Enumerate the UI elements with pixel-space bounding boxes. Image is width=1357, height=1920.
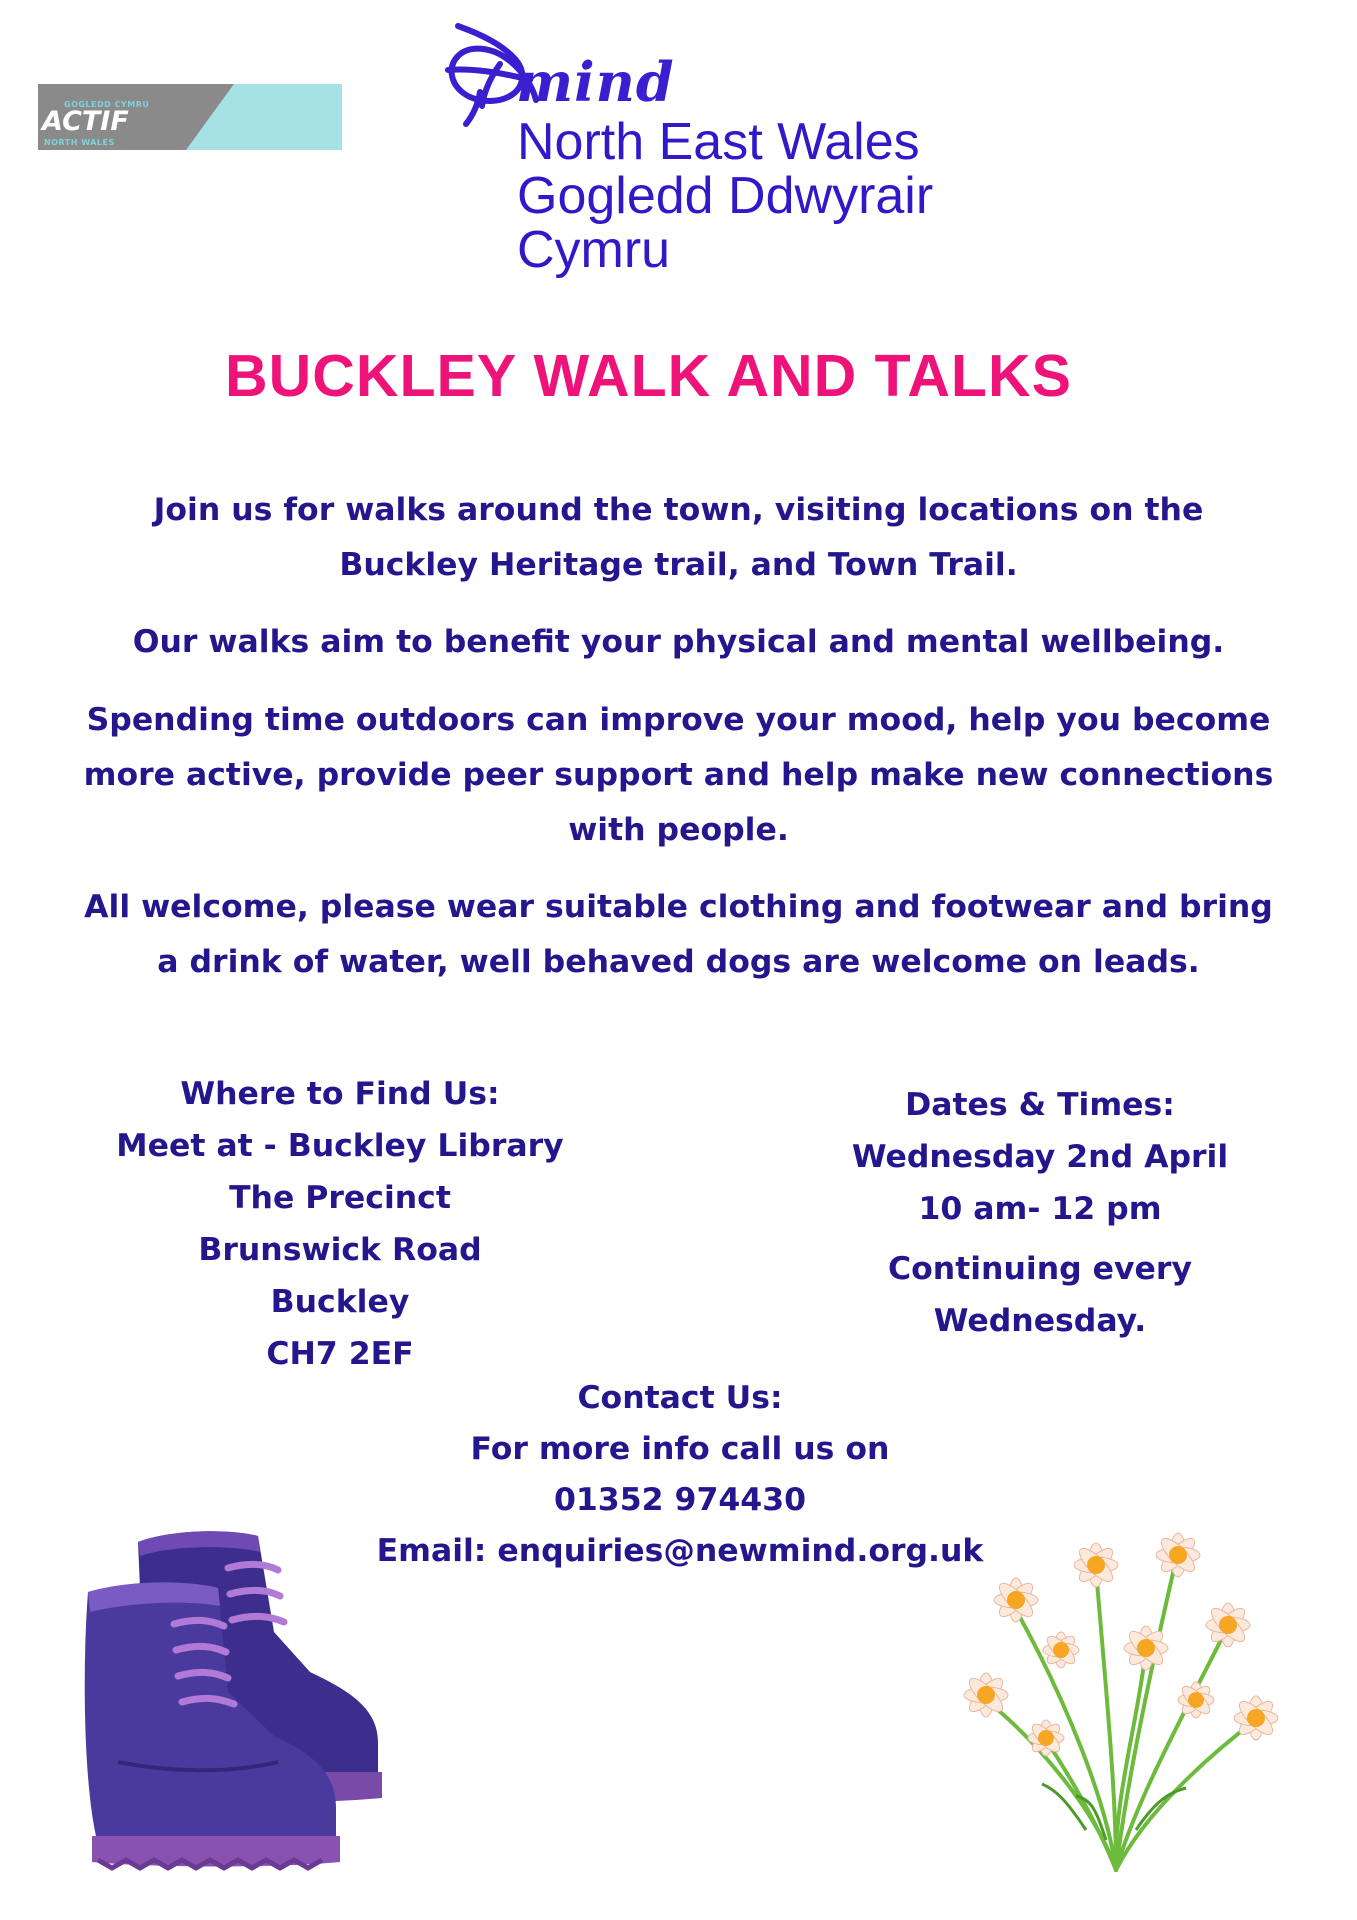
mind-logo [440, 22, 960, 282]
schedule-date: Wednesday 2nd April [851, 1139, 1229, 1175]
postcode: CH7 2EF [266, 1336, 414, 1372]
contact-block [340, 1373, 1020, 1577]
welcome-line-2: a drink of water, well behaved dogs are welcome on leads. [157, 944, 1200, 980]
actif-bottom-text: NORTH WALES [44, 138, 115, 147]
schedule-time: 10 am- 12 pm [918, 1191, 1162, 1227]
contact-heading: Contact Us: [577, 1380, 783, 1416]
welcome-line-1: All welcome, please wear suitable clothing and footwear and bring [84, 889, 1273, 925]
outdoors-paragraph [40, 693, 1317, 858]
contact-email[interactable]: Email: enquiries@newmind.org.uk [376, 1533, 984, 1569]
contact-phone[interactable]: 01352 974430 [553, 1482, 807, 1518]
actif-wordmark: ACTIF [42, 106, 129, 137]
schedule-recurrence-day: Wednesday. [933, 1303, 1147, 1339]
location-line: Meet at - Buckley Library [116, 1128, 564, 1164]
schedule-recurrence: Continuing every [888, 1251, 1192, 1287]
mind-region-line-1: North East Wales [517, 113, 920, 171]
actif-top-text: GOGLEDD CYMRU [64, 100, 150, 109]
hiking-boots-icon [78, 1522, 418, 1876]
location-heading: Where to Find Us: [180, 1076, 500, 1112]
intro-paragraph [40, 483, 1317, 593]
outdoors-line-1: Spending time outdoors can improve your mood, help you become [86, 702, 1271, 738]
page-title: BUCKLEY WALK AND TALKS [225, 343, 1072, 409]
location-line: Brunswick Road [198, 1232, 482, 1268]
contact-info-line: For more info call us on [470, 1431, 890, 1467]
daisy-bouquet-icon [946, 1500, 1286, 1884]
location-line: Buckley [270, 1284, 410, 1320]
outdoors-line-3: with people. [568, 812, 789, 848]
benefit-paragraph [40, 615, 1317, 670]
actif-logo [38, 84, 342, 150]
intro-line-1: Join us for walks around the town, visiting locations on the [153, 492, 1204, 528]
welcome-paragraph [40, 880, 1317, 990]
schedule-heading: Dates & Times: [905, 1087, 1175, 1123]
schedule-block [780, 1079, 1300, 1347]
benefit-line: Our walks aim to benefit your physical and mental wellbeing. [132, 624, 1225, 660]
mind-region-line-2: Gogledd Ddwyrair [517, 167, 934, 225]
mind-wordmark: mind [516, 50, 675, 114]
intro-line-2: Buckley Heritage trail, and Town Trail. [339, 547, 1018, 583]
location-block [80, 1068, 600, 1380]
location-line: The Precinct [229, 1180, 451, 1216]
mind-region-line-3: Cymru [517, 221, 671, 279]
outdoors-line-2: more active, provide peer support and help make new connections [83, 757, 1274, 793]
